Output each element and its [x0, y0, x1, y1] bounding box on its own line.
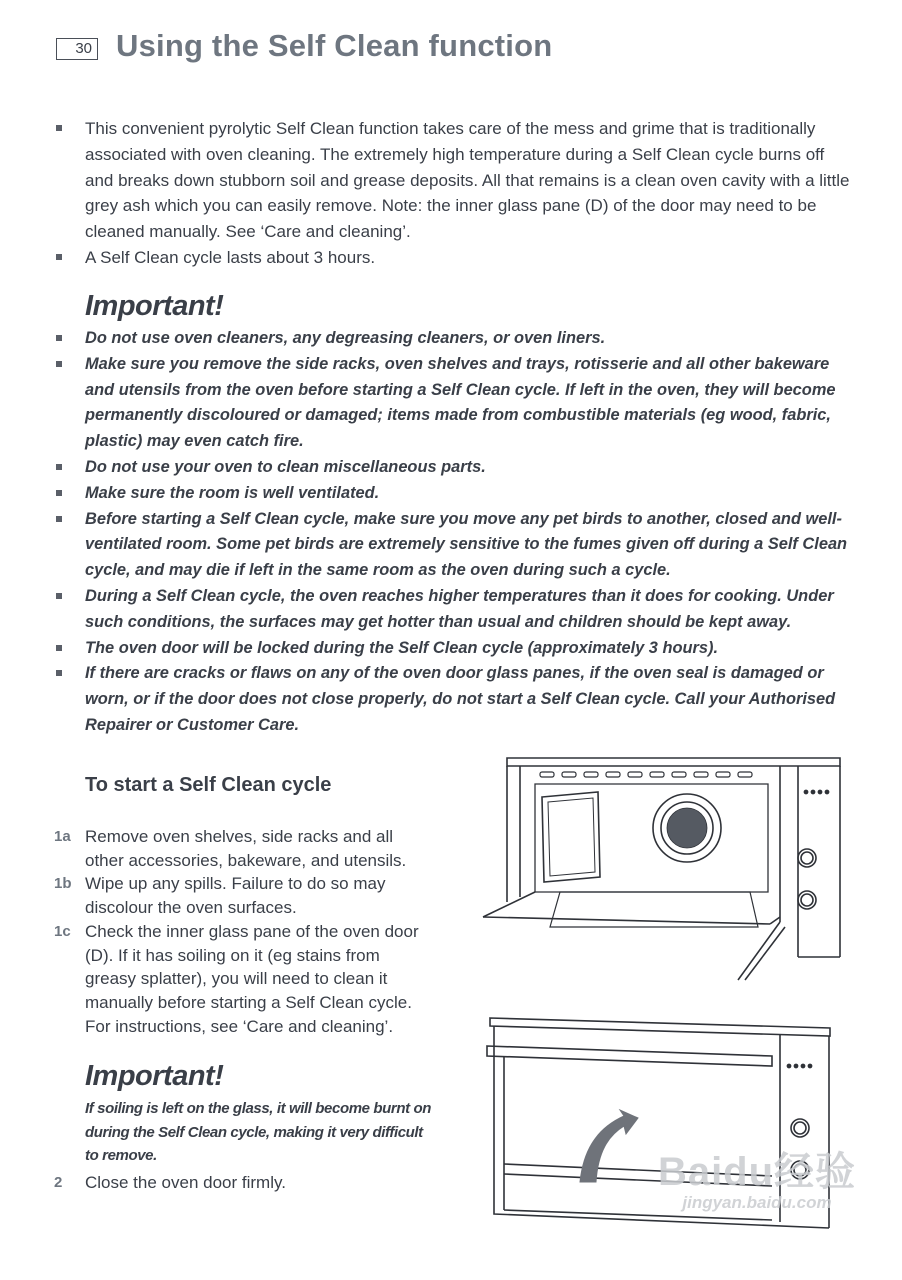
- important-item: Make sure you remove the side racks, oven shelves and trays, rotisserie and all other bakeware and utensils from the oven before starting a Self Clean cycle. If left in the oven, they will become permanently discoloured or damaged; items made from combustible materials (eg wood, fabric, plastic) may even catch fire.: [54, 352, 854, 455]
- close-door-arrow-icon: [580, 1110, 638, 1182]
- intro-list: [54, 116, 854, 271]
- important-note: If soiling is left on the glass, it will become burnt on during the Self Clean cycle, making it very difficult to remove.: [85, 1100, 431, 1164]
- step-text: Check the inner glass pane of the oven door (D). If it has soiling on it (eg stains from greasy splatter), you will need to clean it manually before starting a Self Clean cycle. For instructions, see ‘Care and cleaning’.: [85, 921, 419, 1036]
- step-number: 1c: [54, 922, 71, 940]
- important-heading-2: Important!: [85, 1060, 224, 1092]
- important-item: The oven door will be locked during the Self Clean cycle (approximately 3 hours).: [54, 636, 854, 662]
- step-item: [54, 872, 434, 919]
- step-number: 2: [54, 1174, 63, 1191]
- step-text: Wipe up any spills. Failure to do so may discolour the oven surfaces.: [85, 874, 386, 918]
- important-item: Make sure the room is well ventilated.: [54, 481, 854, 507]
- step-item: [54, 1171, 465, 1195]
- important-list: [54, 326, 854, 739]
- watermark-line-1: Baidu经验: [657, 1150, 857, 1194]
- important-section: [54, 326, 854, 739]
- step-number: 1a: [54, 828, 71, 845]
- page-title: Using the Self Clean function: [116, 28, 553, 63]
- page-number: 30: [56, 38, 98, 60]
- intro-item: A Self Clean cycle lasts about 3 hours.: [54, 245, 854, 271]
- intro-item: This convenient pyrolytic Self Clean function takes care of the mess and grime that is traditionally associated with oven cleaning. The extremely high temperature during a Self Clean cycle burns off and breaks down stubborn soil and grease deposits. All that remains is a clean oven cavity with a little grey ash which you can easily remove. Note: the inner glass pane (D) of the door may need to be cleaned manually. See ‘Care and cleaning’.: [54, 116, 854, 245]
- steps-list: [54, 825, 434, 1038]
- step-item: [54, 920, 434, 1039]
- important-heading: Important!: [85, 290, 224, 322]
- important-item: Before starting a Self Clean cycle, make sure you move any pet birds to another, closed and well-ventilated room. Some pet birds are extremely sensitive to the fumes given off during a Self Clean cycle, and may die if left in the same room as the oven during such a cycle.: [54, 507, 854, 584]
- step-item: [54, 825, 434, 872]
- baidu-watermark: [632, 1140, 882, 1250]
- start-heading: To start a Self Clean cycle: [85, 774, 332, 796]
- important-item: Do not use your oven to clean miscellaneous parts.: [54, 455, 854, 481]
- step-text: Close the oven door firmly.: [85, 1173, 286, 1192]
- important-item: Do not use oven cleaners, any degreasing cleaners, or oven liners.: [54, 326, 854, 352]
- important-item: During a Self Clean cycle, the oven reaches higher temperatures than it does for cooking. Under such conditions, the surfaces may get hotter than usual and children should be kept away.: [54, 584, 854, 636]
- intro-section: [54, 116, 854, 271]
- watermark-line-2: jingyan.baidu.com: [682, 1193, 832, 1212]
- step-text: Remove oven shelves, side racks and all other accessories, bakeware, and utensils.: [85, 827, 407, 870]
- step-number: 1b: [54, 875, 72, 893]
- important-item: If there are cracks or flaws on any of the oven door glass panes, if the oven seal is damaged or worn, or if the door does not close properly, do not start a Self Clean cycle. Call your Authorised Repairer or Customer Care.: [54, 661, 854, 738]
- open-oven-illustration: [480, 752, 845, 984]
